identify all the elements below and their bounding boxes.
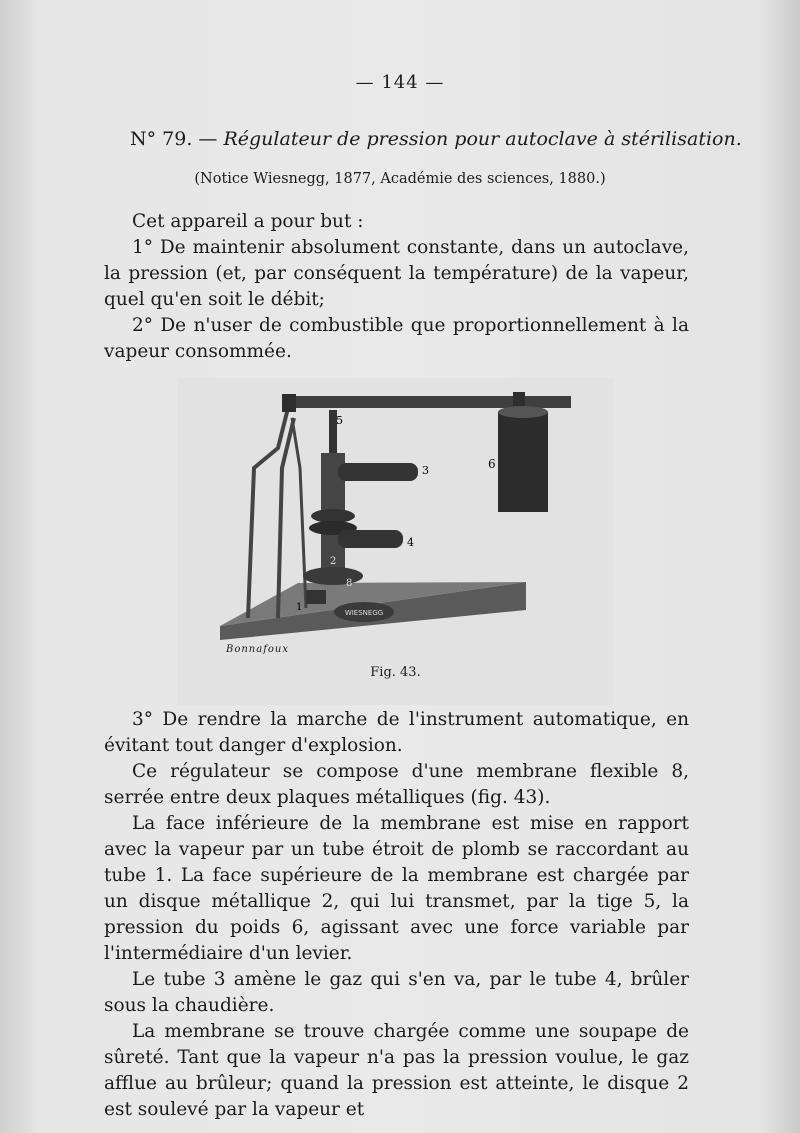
- entry-heading: [130, 128, 742, 150]
- frame-rod-back: [292, 418, 306, 608]
- paragraph: Cet appareil a pour but :: [132, 211, 364, 232]
- label-1: 1: [296, 602, 303, 613]
- page-number: — 144 —: [355, 72, 445, 93]
- paragraph: La membrane se trouve chargée comme une soupape de sûreté. Tant que la vapeur n'a pas la pression voulue, le gaz afflue au brûleur; quand la pression est atteinte, le disque 2 est soulevé par la vapeur et: [104, 1021, 689, 1120]
- membrane-disc: [311, 509, 355, 523]
- text-block-top: [104, 209, 689, 365]
- text-block-bottom: [104, 707, 689, 1123]
- regulator-illustration: [178, 378, 613, 705]
- base-flange: [303, 567, 363, 585]
- tube-1: [306, 590, 326, 604]
- paragraph: Le tube 3 amène le gaz qui s'en va, par le tube 4, brûler sous la chaudière.: [104, 969, 689, 1016]
- paragraph: 2° De n'user de combustible que proportionnellement à la vapeur consommée.: [104, 315, 689, 362]
- label-2: 2: [330, 556, 337, 567]
- figure-43: [178, 378, 613, 705]
- weight-top: [498, 406, 548, 418]
- paragraph: 3° De rendre la marche de l'instrument automatique, en évitant tout danger d'explosion.: [104, 709, 689, 756]
- lever-pivot: [282, 394, 296, 412]
- label-3: 3: [422, 464, 429, 477]
- notice-reference: (Notice Wiesnegg, 1877, Académie des sciences, 1880.): [194, 171, 606, 187]
- label-5: 5: [336, 414, 343, 427]
- label-4: 4: [407, 536, 414, 549]
- tube-3: [338, 463, 418, 481]
- maker-plate-text: WIESNEGG: [344, 609, 384, 617]
- entry-title: Régulateur de pression pour autoclave à stérilisation.: [223, 128, 742, 150]
- entry-number: N° 79. —: [130, 128, 218, 150]
- weight: [498, 412, 548, 512]
- tube-4: [338, 530, 403, 548]
- paragraph: Ce régulateur se compose d'une membrane flexible 8, serrée entre deux plaques métalliques (fig. 43).: [104, 761, 689, 808]
- figure-caption: Fig. 43.: [370, 665, 421, 680]
- label-6: 6: [488, 457, 496, 471]
- engraver-signature: Bonnafoux: [226, 644, 290, 655]
- paragraph: La face inférieure de la membrane est mise en rapport avec la vapeur par un tube étroit de plomb se raccordant au tube 1. La face supérieure de la membrane est chargée par un disque métallique 2, qui lui transmet, par la tige 5, la pression du poids 6, agissant avec une force variable par l'intermédiaire d'un levier.: [104, 813, 689, 964]
- label-8: 8: [346, 578, 353, 589]
- paragraph: 1° De maintenir absolument constante, dans un autoclave, la pression (et, par conséquent la température) de la vapeur, quel qu'en soit le débit;: [104, 237, 689, 310]
